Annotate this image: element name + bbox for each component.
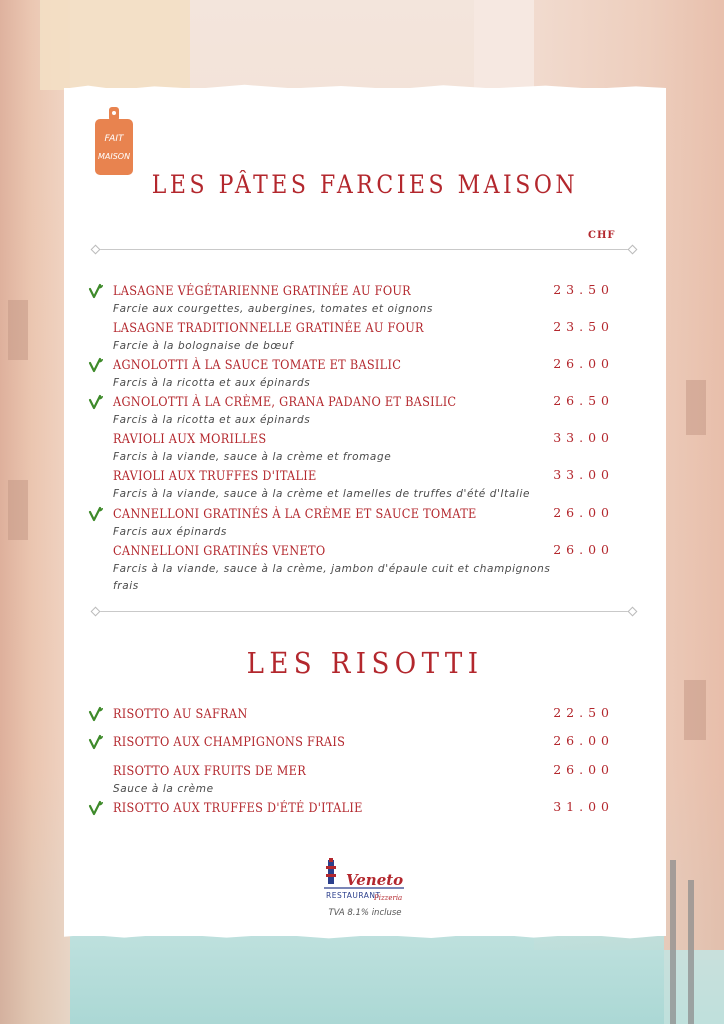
item-price: 33.00 xyxy=(553,430,614,445)
item-price: 23.50 xyxy=(553,319,614,334)
brand-pizzeria: Pizzeria xyxy=(374,894,403,902)
item-name: RAVIOLI AUX MORILLES xyxy=(113,432,267,447)
item-description: Farcis à la ricotta et aux épinards xyxy=(113,377,311,389)
vegetarian-icon xyxy=(88,357,104,373)
item-description: Farcis aux épinards xyxy=(113,526,227,538)
svg-text:MAISON: MAISON xyxy=(97,152,131,161)
vegetarian-icon xyxy=(88,394,104,410)
item-price: 23.50 xyxy=(553,282,614,297)
item-name: RISOTTO AUX TRUFFES D'ÉTÉ D'ITALIE xyxy=(113,801,363,816)
item-price: 22.50 xyxy=(553,705,614,720)
item-name: LASAGNE VÉGÉTARIENNE GRATINÉE AU FOUR xyxy=(113,284,411,299)
section-title-pasta: LES PÂTES FARCIES MAISON xyxy=(151,170,579,199)
canal-water xyxy=(70,924,664,1024)
veneto-restaurant-logo xyxy=(322,858,408,906)
item-description: Farcis à la ricotta et aux épinards xyxy=(113,414,311,426)
item-name: AGNOLOTTI À LA CRÈME, GRANA PADANO ET BASILIC xyxy=(113,395,457,410)
left-building-top xyxy=(40,0,190,90)
item-description: Farcie à la bolognaise de bœuf xyxy=(113,340,294,352)
menu-item xyxy=(0,432,724,472)
item-price: 26.00 xyxy=(553,505,614,520)
item-name: RISOTTO AUX CHAMPIGNONS FRAIS xyxy=(113,735,346,750)
menu-item xyxy=(0,395,724,435)
item-price: 26.00 xyxy=(553,356,614,371)
menu-item xyxy=(0,469,724,509)
vegetarian-icon xyxy=(88,706,104,722)
item-price: 26.00 xyxy=(553,542,614,557)
item-price: 33.00 xyxy=(553,467,614,482)
item-name: CANNELLONI GRATINÉS VENETO xyxy=(113,544,326,559)
item-name: LASAGNE TRADITIONNELLE GRATINÉE AU FOUR xyxy=(113,321,424,336)
divider xyxy=(96,611,632,612)
item-name: CANNELLONI GRATINÉS À LA CRÈME ET SAUCE TOMATE xyxy=(113,507,477,522)
item-description: Farcie aux courgettes, aubergines, tomates et oignons xyxy=(113,303,433,315)
item-name: AGNOLOTTI À LA SAUCE TOMATE ET BASILIC xyxy=(113,358,402,373)
item-description: Farcis à la viande, sauce à la crème et fromage xyxy=(113,451,392,463)
menu-item xyxy=(0,801,724,841)
vegetarian-icon xyxy=(88,734,104,750)
railing-post xyxy=(670,860,676,1024)
item-description: Farcis à la viande, sauce à la crème et lamelles de truffes d'été d'Italie xyxy=(113,488,531,500)
brand-restaurant: RESTAURANT xyxy=(326,891,381,900)
menu-item xyxy=(0,284,724,324)
menu-item xyxy=(0,507,724,547)
vegetarian-icon xyxy=(88,506,104,522)
item-description: Sauce à la crème xyxy=(113,783,214,795)
menu-item xyxy=(0,321,724,361)
item-price: 26.50 xyxy=(553,393,614,408)
sky xyxy=(474,0,534,90)
item-description: Farcis à la viande, sauce à la crème, jambon d'épaule cuit et champignons frais xyxy=(113,563,551,592)
fait-maison-logo xyxy=(95,107,133,175)
currency-label: CHF xyxy=(588,230,616,241)
item-name: RISOTTO AUX FRUITS DE MER xyxy=(113,764,307,779)
section-title-risotti: LES RISOTTI xyxy=(246,646,484,680)
item-price: 31.00 xyxy=(553,799,614,814)
railing-post xyxy=(688,880,694,1024)
vegetarian-icon xyxy=(88,800,104,816)
menu-item xyxy=(0,542,724,592)
item-price: 26.00 xyxy=(553,733,614,748)
item-price: 26.00 xyxy=(553,762,614,777)
vegetarian-icon xyxy=(88,283,104,299)
divider xyxy=(96,249,632,250)
tva-note: TVA 8.1% incluse xyxy=(328,908,402,918)
item-name: RAVIOLI AUX TRUFFES D'ITALIE xyxy=(113,469,317,484)
brand-name: Veneto xyxy=(346,871,404,889)
item-name: RISOTTO AU SAFRAN xyxy=(113,707,248,722)
svg-text:FAIT: FAIT xyxy=(104,134,124,144)
menu-item xyxy=(0,358,724,398)
menu-item xyxy=(0,764,724,804)
